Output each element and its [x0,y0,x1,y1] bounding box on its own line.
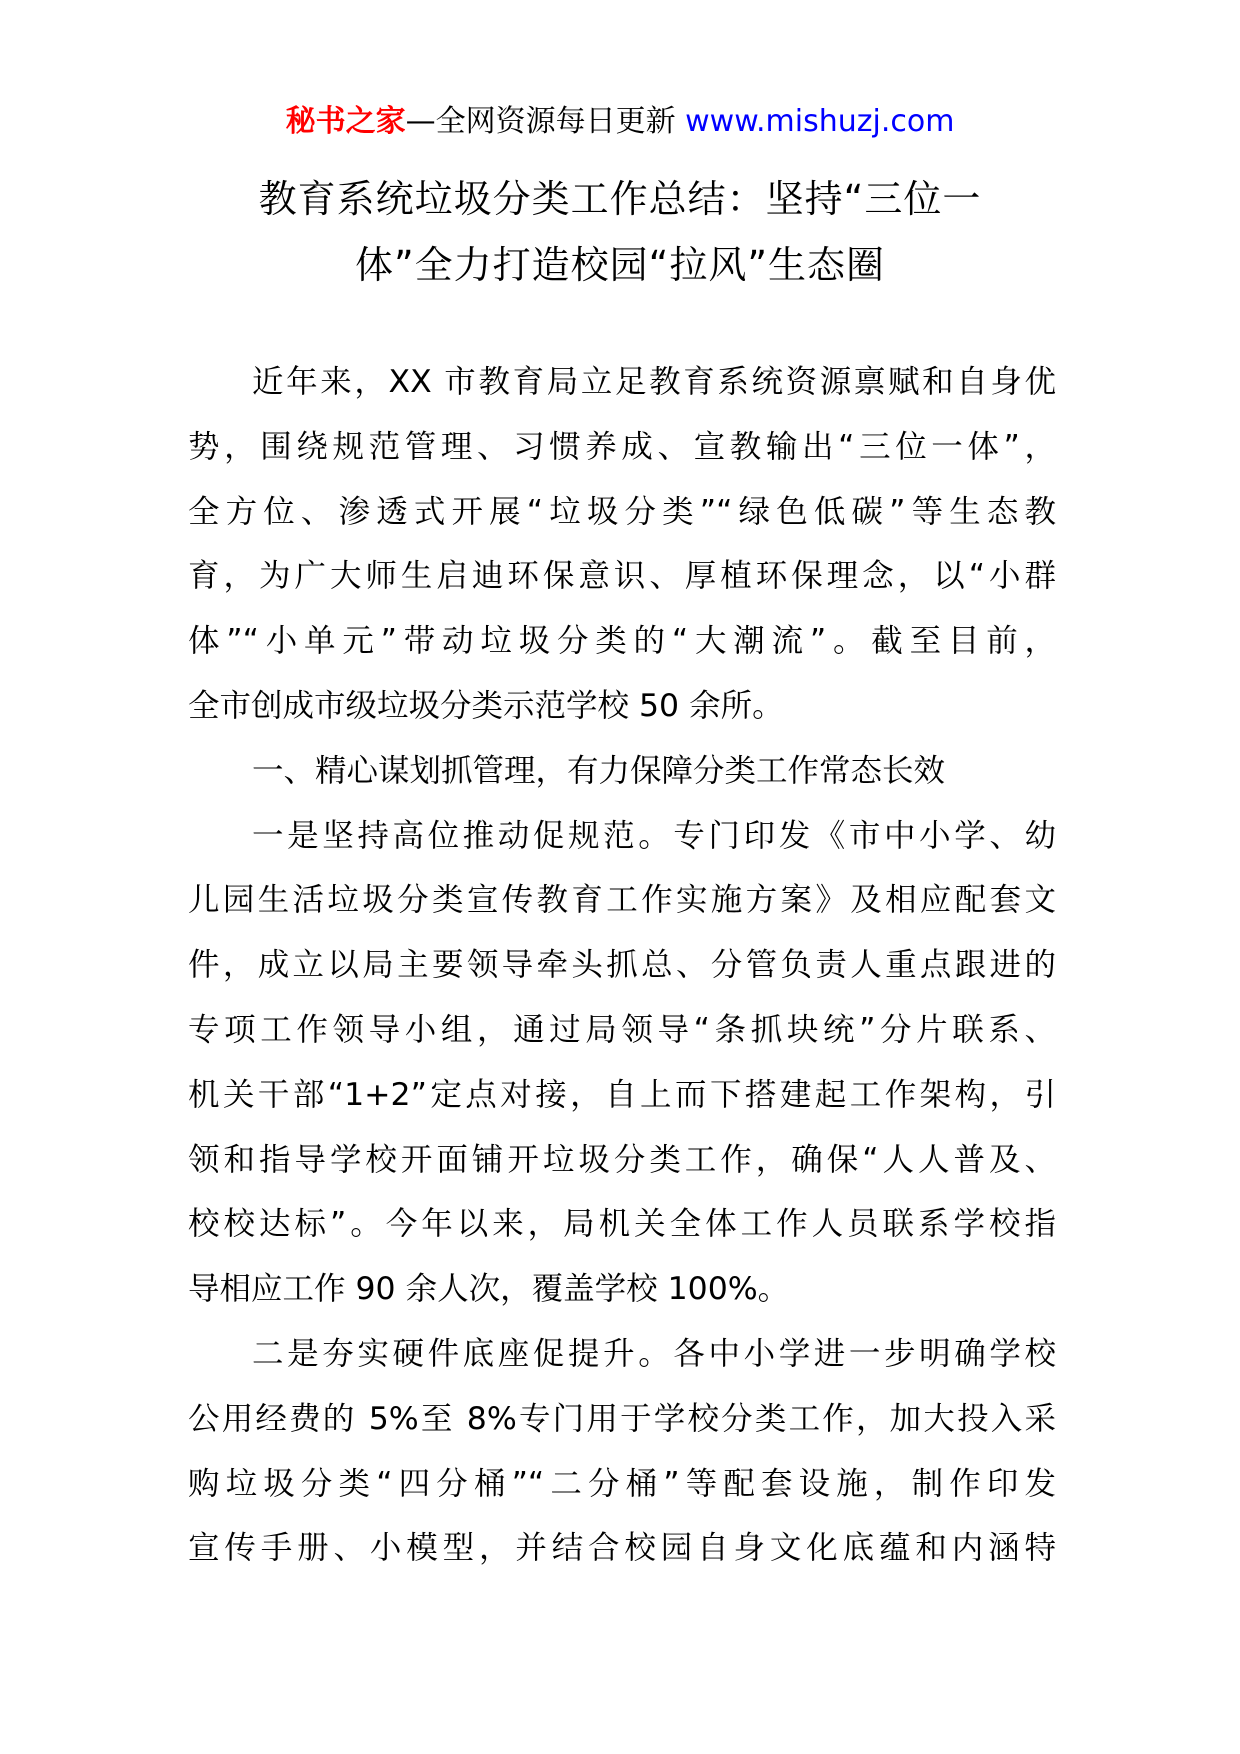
body-line: 一是坚持高位推动促规范。专门印发《市中小学、幼 [252,817,1056,854]
title-line-2: 体”全力打造校园“拉风”生态圈 [354,243,886,287]
title-line-1: 教育系统垃圾分类工作总结：坚持“三位一 [258,177,982,221]
body-line: 体”“小单元”带动垃圾分类的“大潮流”。截至目前， [188,623,1056,660]
body-line: 导相应工作 90 余人次，覆盖学校 100%。 [188,1271,790,1308]
document-body [188,350,1056,1581]
brand-name: 秘书之家 [285,104,406,139]
site-url[interactable]: www.mishuzj.com [685,104,955,139]
header-tagline: —全网资源每日更新 [405,104,686,139]
body-line: 校校达标”。今年以来，局机关全体工作人员联系学校指 [188,1206,1056,1243]
body-line: 机关干部“1+2”定点对接，自上而下搭建起工作架构，引 [188,1076,1056,1113]
body-line: 宣传手册、小模型，并结合校园自身文化底蕴和内涵特 [188,1530,1056,1567]
body-line: 公用经费的 5%至 8%专门用于学校分类工作，加大投入采 [188,1400,1056,1437]
section-heading: 一、精心谋划抓管理，有力保障分类工作常态长效 [252,752,946,789]
body-line: 全市创成市级垃圾分类示范学校 50 余所。 [188,687,784,724]
body-line: 近年来，XX 市教育局立足教育系统资源禀赋和自身优 [252,364,1056,400]
body-line: 儿园生活垃圾分类宣传教育工作实施方案》及相应配套文 [188,882,1056,919]
body-line: 二是夯实硬件底座促提升。各中小学进一步明确学校 [252,1335,1056,1372]
body-line: 专项工作领导小组，通过局领导“条抓块统”分片联系、 [188,1011,1056,1048]
body-line: 育，为广大师生启迪环保意识、厚植环保理念，以“小群 [188,558,1056,595]
body-line: 件，成立以局主要领导牵头抓总、分管负责人重点跟进的 [188,947,1056,984]
body-line: 领和指导学校开面铺开垃圾分类工作，确保“人人普及、 [188,1141,1056,1178]
document-title [150,166,1090,298]
body-line: 购垃圾分类“四分桶”“二分桶”等配套设施，制作印发 [188,1465,1056,1502]
site-header [0,102,1240,142]
body-line: 势，围绕规范管理、习惯养成、宣教输出“三位一体”， [188,428,1056,465]
body-line: 全方位、渗透式开展“垃圾分类”“绿色低碳”等生态教 [188,493,1056,530]
